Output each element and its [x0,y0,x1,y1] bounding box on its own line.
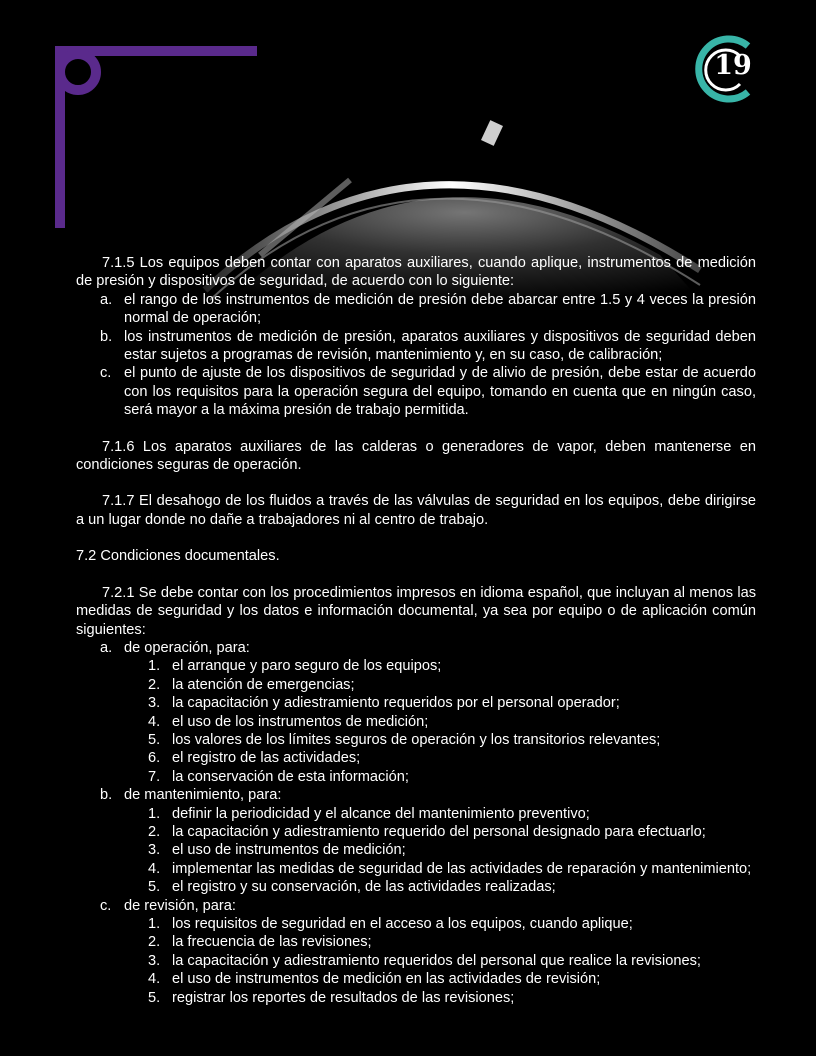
sub-list-item [76,713,756,731]
page-number: 19 [714,50,752,81]
list-marker: 5. [148,989,161,1006]
sub-list-item [76,952,756,970]
list-marker: 5. [148,879,161,896]
sub-list-item [76,878,756,896]
list-marker: 4. [148,971,161,988]
list-text: el punto de ajuste de los dispositivos de seguridad y de alivio de presión, debe estar de acuerdo con los requisitos para la operación segura del equipo, tomando en cuenta que en ningún caso, será mayor a la máxima presión de trabajo permitida. [124,365,756,419]
list-text: el arranque y paro seguro de los equipos; [172,658,442,675]
list-text: los instrumentos de medición de presión, aparatos auxiliares y dispositivos de seguridad deben estar sujetos a programas de revisión, mantenimiento y, en su caso, de calibración; [124,328,756,364]
list-item-operacion [76,639,756,657]
list-text: la atención de emergencias; [172,676,355,693]
list-marker: b. [100,328,113,345]
list-item-mantenimiento [76,786,756,804]
section-heading-7-2: 7.2 Condiciones documentales. [76,548,280,565]
paragraph-7-1-6: 7.1.6 Los aparatos auxiliares de las calderas o generadores de vapor, deben mantenerse en condiciones seguras de operación. [76,438,756,474]
sub-list-item [76,989,756,1007]
sub-list-item [76,860,756,878]
paragraph-7-1-5: 7.1.5 Los equipos deben contar con aparatos auxiliares, cuando aplique, instrumentos de medición de presión y dispositivos de seguridad, de acuerdo con lo siguiente: [76,255,756,290]
list-text: definir la periodicidad y el alcance del mantenimiento preventivo; [172,805,590,822]
list-text: el rango de los instrumentos de medición de presión debe abarcar entre 1.5 y 4 veces la presión normal de operación; [124,291,756,327]
sub-list-item [76,933,756,951]
sub-list-item [76,768,756,786]
paragraph-7-2-1: 7.2.1 Se debe contar con los procedimientos impresos en idioma español, que incluyan al menos las medidas de seguridad y los datos e información documental, ya sea por equipo o de aplicación común siguientes: [76,584,756,638]
list-text: el registro y su conservación, de las actividades realizadas; [172,879,556,896]
list-marker: b. [100,787,113,804]
list-text: la frecuencia de las revisiones; [172,934,372,951]
document-body [76,254,756,1007]
list-text: la capacitación y adiestramiento requeridos del personal que realice la revisiones; [172,952,701,969]
sub-list-item [76,749,756,767]
list-marker: 5. [148,731,161,748]
sub-list-item [76,915,756,933]
sub-list-item [76,731,756,749]
list-text: de revisión, para: [124,897,236,914]
sub-list-item [76,970,756,988]
list-item [76,364,756,419]
list-text: de mantenimiento, para: [124,787,282,804]
list-marker: 3. [148,952,161,969]
list-text: la conservación de esta información; [172,768,409,785]
sub-list-item [76,676,756,694]
list-text: el uso de los instrumentos de medición; [172,713,429,730]
list-text: la capacitación y adiestramiento requerido del personal designado para efectuarlo; [172,823,706,840]
list-text: implementar las medidas de seguridad de las actividades de reparación y mantenimiento; [172,860,752,877]
list-text: el uso de instrumentos de medición en las actividades de revisión; [172,971,601,988]
sub-list-item [76,805,756,823]
list-text: el registro de las actividades; [172,750,361,767]
purple-corner-frame [55,46,257,228]
list-marker: c. [100,897,112,914]
sub-list-item [76,657,756,675]
list-item [76,328,756,365]
sub-list-item [76,841,756,859]
list-marker: 6. [148,750,161,767]
list-marker: 3. [148,842,161,859]
list-marker: 1. [148,805,161,822]
list-marker: 2. [148,823,161,840]
list-marker: 2. [148,934,161,951]
list-marker: 7. [148,768,161,785]
sub-list-item [76,823,756,841]
list-marker: 1. [148,658,161,675]
list-text: el uso de instrumentos de medición; [172,842,406,859]
list-item-revision [76,897,756,915]
list-marker: a. [100,639,113,656]
list-marker: 2. [148,676,161,693]
list-marker: 1. [148,916,161,932]
list-marker: 4. [148,860,161,877]
list-text: registrar los reportes de resultados de las revisiones; [172,989,515,1006]
list-marker: a. [100,291,113,308]
sub-list-item [76,694,756,712]
list-text: la capacitación y adiestramiento requeridos por el personal operador; [172,695,620,712]
list-marker: 4. [148,713,161,730]
list-text: de operación, para: [124,639,250,656]
list-item [76,291,756,328]
list-marker: 3. [148,695,161,712]
list-text: los requisitos de seguridad en el acceso a los equipos, cuando aplique; [172,916,633,932]
paragraph-7-1-7: 7.1.7 El desahogo de los fluidos a través de las válvulas de seguridad en los equipos, debe dirigirse a un lugar donde no dañe a trabajadores ni al centro de trabajo. [76,493,756,528]
list-marker: c. [100,365,112,382]
list-text: los valores de los límites seguros de operación y los transitorios relevantes; [172,731,661,748]
